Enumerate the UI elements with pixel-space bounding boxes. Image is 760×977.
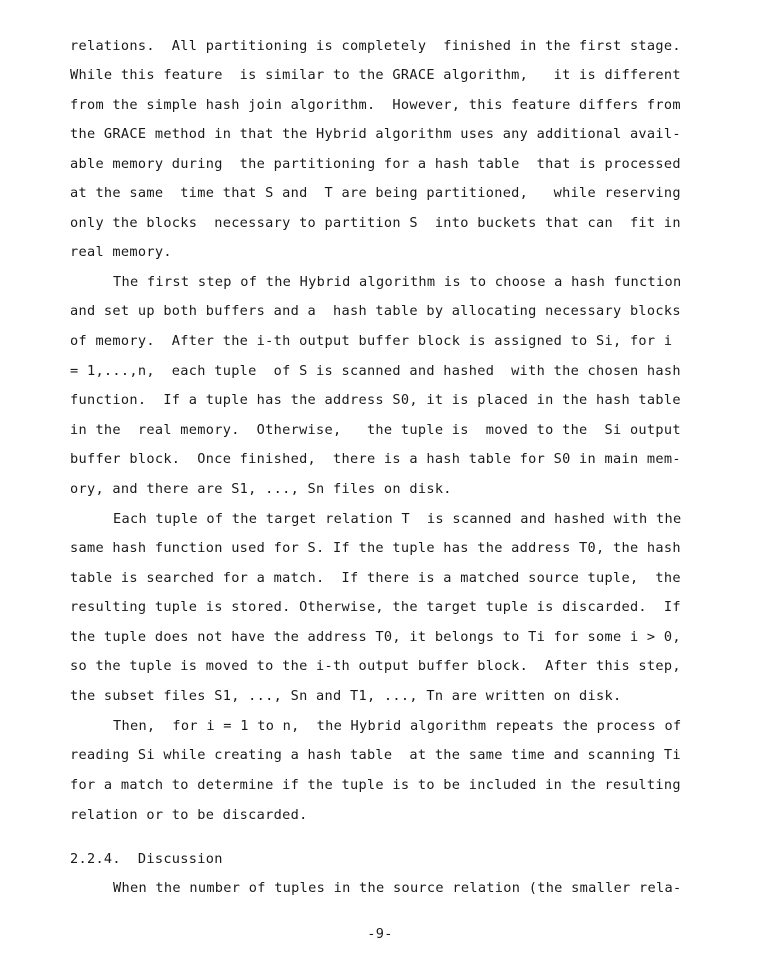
text-line: so the tuple is moved to the i-th output buffer block. After this step, xyxy=(70,658,681,674)
text-line: and set up both buffers and a hash table by allocating necessary blocks xyxy=(70,303,681,319)
text-line: only the blocks necessary to partition S into buckets that can fit in xyxy=(70,215,681,231)
text-line: relation or to be discarded. xyxy=(70,807,308,823)
text-line: resulting tuple is stored. Otherwise, the target tuple is discarded. If xyxy=(70,599,681,615)
text-line: reading Si while creating a hash table at the same time and scanning Ti xyxy=(70,747,681,763)
text-line: in the real memory. Otherwise, the tuple is moved to the Si output xyxy=(70,422,681,438)
text-line: same hash function used for S. If the tuple has the address T0, the hash xyxy=(70,540,681,556)
text-line: from the simple hash join algorithm. However, this feature differs from xyxy=(70,97,681,113)
text-line: While this feature is similar to the GRACE algorithm, it is different xyxy=(70,67,681,83)
text-line: buffer block. Once finished, there is a hash table for S0 in main mem- xyxy=(70,451,681,467)
section-heading: 2.2.4. Discussion xyxy=(70,851,223,867)
text-line: Then, for i = 1 to n, the Hybrid algorithm repeats the process of xyxy=(113,718,682,734)
text-line: at the same time that S and T are being partitioned, while reserving xyxy=(70,185,681,201)
text-line: When the number of tuples in the source relation (the smaller rela- xyxy=(113,880,682,896)
text-line: the subset files S1, ..., Sn and T1, ..., Tn are written on disk. xyxy=(70,688,622,704)
text-line: the GRACE method in that the Hybrid algorithm uses any additional avail- xyxy=(70,126,681,142)
text-line: = 1,...,n, each tuple of S is scanned and hashed with the chosen hash xyxy=(70,363,681,379)
page-number: -9- xyxy=(367,926,393,942)
text-line: able memory during the partitioning for a hash table that is processed xyxy=(70,156,681,172)
text-line: relations. All partitioning is completely finished in the first stage. xyxy=(70,38,681,54)
text-line: function. If a tuple has the address S0, it is placed in the hash table xyxy=(70,392,681,408)
text-line: ory, and there are S1, ..., Sn files on disk. xyxy=(70,481,452,497)
text-line: for a match to determine if the tuple is to be included in the resulting xyxy=(70,777,681,793)
text-line: Each tuple of the target relation T is scanned and hashed with the xyxy=(113,511,682,527)
text-line: table is searched for a match. If there is a matched source tuple, the xyxy=(70,570,681,586)
text-line: the tuple does not have the address T0, it belongs to Ti for some i > 0, xyxy=(70,629,681,645)
text-line: of memory. After the i-th output buffer block is assigned to Si, for i xyxy=(70,333,673,349)
text-line: The first step of the Hybrid algorithm is to choose a hash function xyxy=(113,274,682,290)
text-line: real memory. xyxy=(70,244,172,260)
